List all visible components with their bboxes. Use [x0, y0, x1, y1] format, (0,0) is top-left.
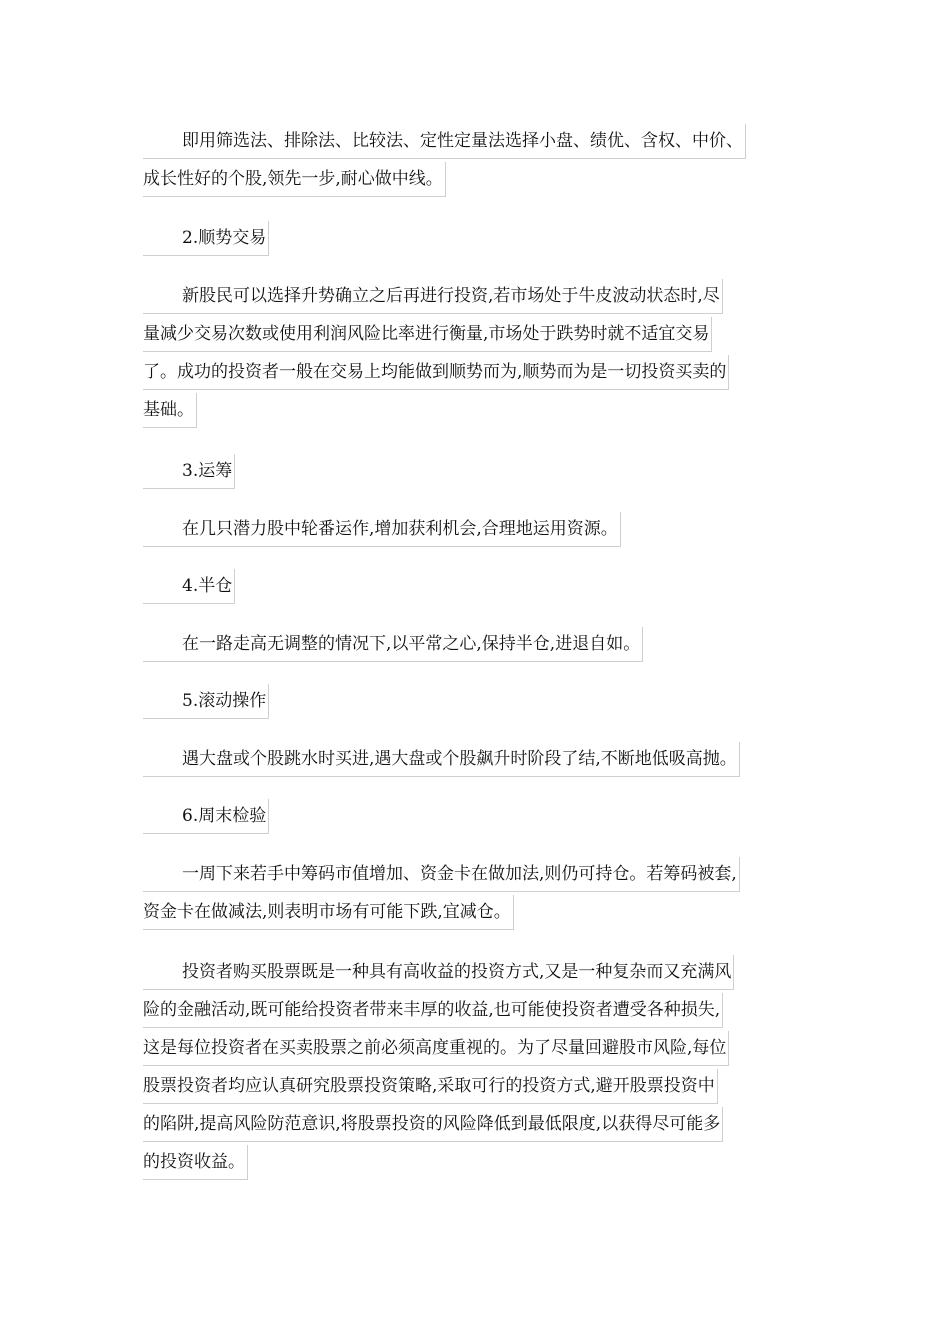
paragraph-weekend-check: [143, 855, 807, 931]
text-line: 一周下来若手中筹码市值增加、资金卡在做加法,则仍可持仓。若筹码被套,: [143, 857, 740, 892]
section-heading: 2.顺势交易: [143, 221, 269, 256]
section-heading: 6.周末检验: [143, 799, 269, 834]
heading-rolling-operation: [143, 682, 807, 720]
heading-weekend-check: [143, 797, 807, 835]
paragraph-half-position: [143, 625, 807, 663]
text-line: 基础。: [143, 393, 197, 428]
text-line: 的陷阱,提高风险防范意识,将股票投资的风险降低到最低限度,以获得尽可能多: [143, 1107, 723, 1142]
text-line: 量减少交易次数或使用利润风险比率进行衡量,市场处于跌势时就不适宜交易: [143, 317, 712, 352]
text-line: 新股民可以选择升势确立之后再进行投资,若市场处于牛皮波动状态时,尽: [143, 279, 723, 314]
paragraph-trend-trading: [143, 277, 807, 429]
paragraph-rolling-operation: [143, 740, 807, 778]
text-line: 股票投资者均应认真研究股票投资策略,采取可行的投资方式,避开股票投资中: [143, 1069, 718, 1104]
text-line: 投资者购买股票既是一种具有高收益的投资方式,又是一种复杂而又充满风: [143, 955, 734, 990]
text-line: 遇大盘或个股跳水时买进,遇大盘或个股飙升时阶段了结,不断地低吸高抛。: [143, 742, 740, 777]
heading-planning: [143, 452, 807, 490]
text-line: 即用筛选法、排除法、比较法、定性定量法选择小盘、绩优、含权、中价、: [143, 124, 746, 159]
paragraph-conclusion: [143, 953, 807, 1181]
text-line: 资金卡在做减法,则表明市场有可能下跌,宜减仓。: [143, 895, 514, 930]
text-line: 了。成功的投资者一般在交易上均能做到顺势而为,顺势而为是一切投资买卖的: [143, 355, 729, 390]
section-heading: 4.半仓: [143, 569, 235, 604]
heading-half-position: [143, 567, 807, 605]
paragraph-stock-selection: [143, 122, 807, 198]
heading-trend-trading: [143, 219, 807, 257]
text-line: 在几只潜力股中轮番运作,增加获利机会,合理地运用资源。: [143, 512, 621, 547]
text-line: 成长性好的个股,领先一步,耐心做中线。: [143, 162, 446, 197]
paragraph-planning: [143, 510, 807, 548]
text-line: 险的金融活动,既可能给投资者带来丰厚的收益,也可能使投资者遭受各种损失,: [143, 993, 723, 1028]
text-line: 在一路走高无调整的情况下,以平常之心,保持半仓,进退自如。: [143, 627, 643, 662]
section-heading: 3.运筹: [143, 454, 235, 489]
text-line: 这是每位投资者在买卖股票之前必须高度重视的。为了尽量回避股市风险,每位: [143, 1031, 729, 1066]
section-heading: 5.滚动操作: [143, 684, 269, 719]
text-line: 的投资收益。: [143, 1145, 248, 1180]
